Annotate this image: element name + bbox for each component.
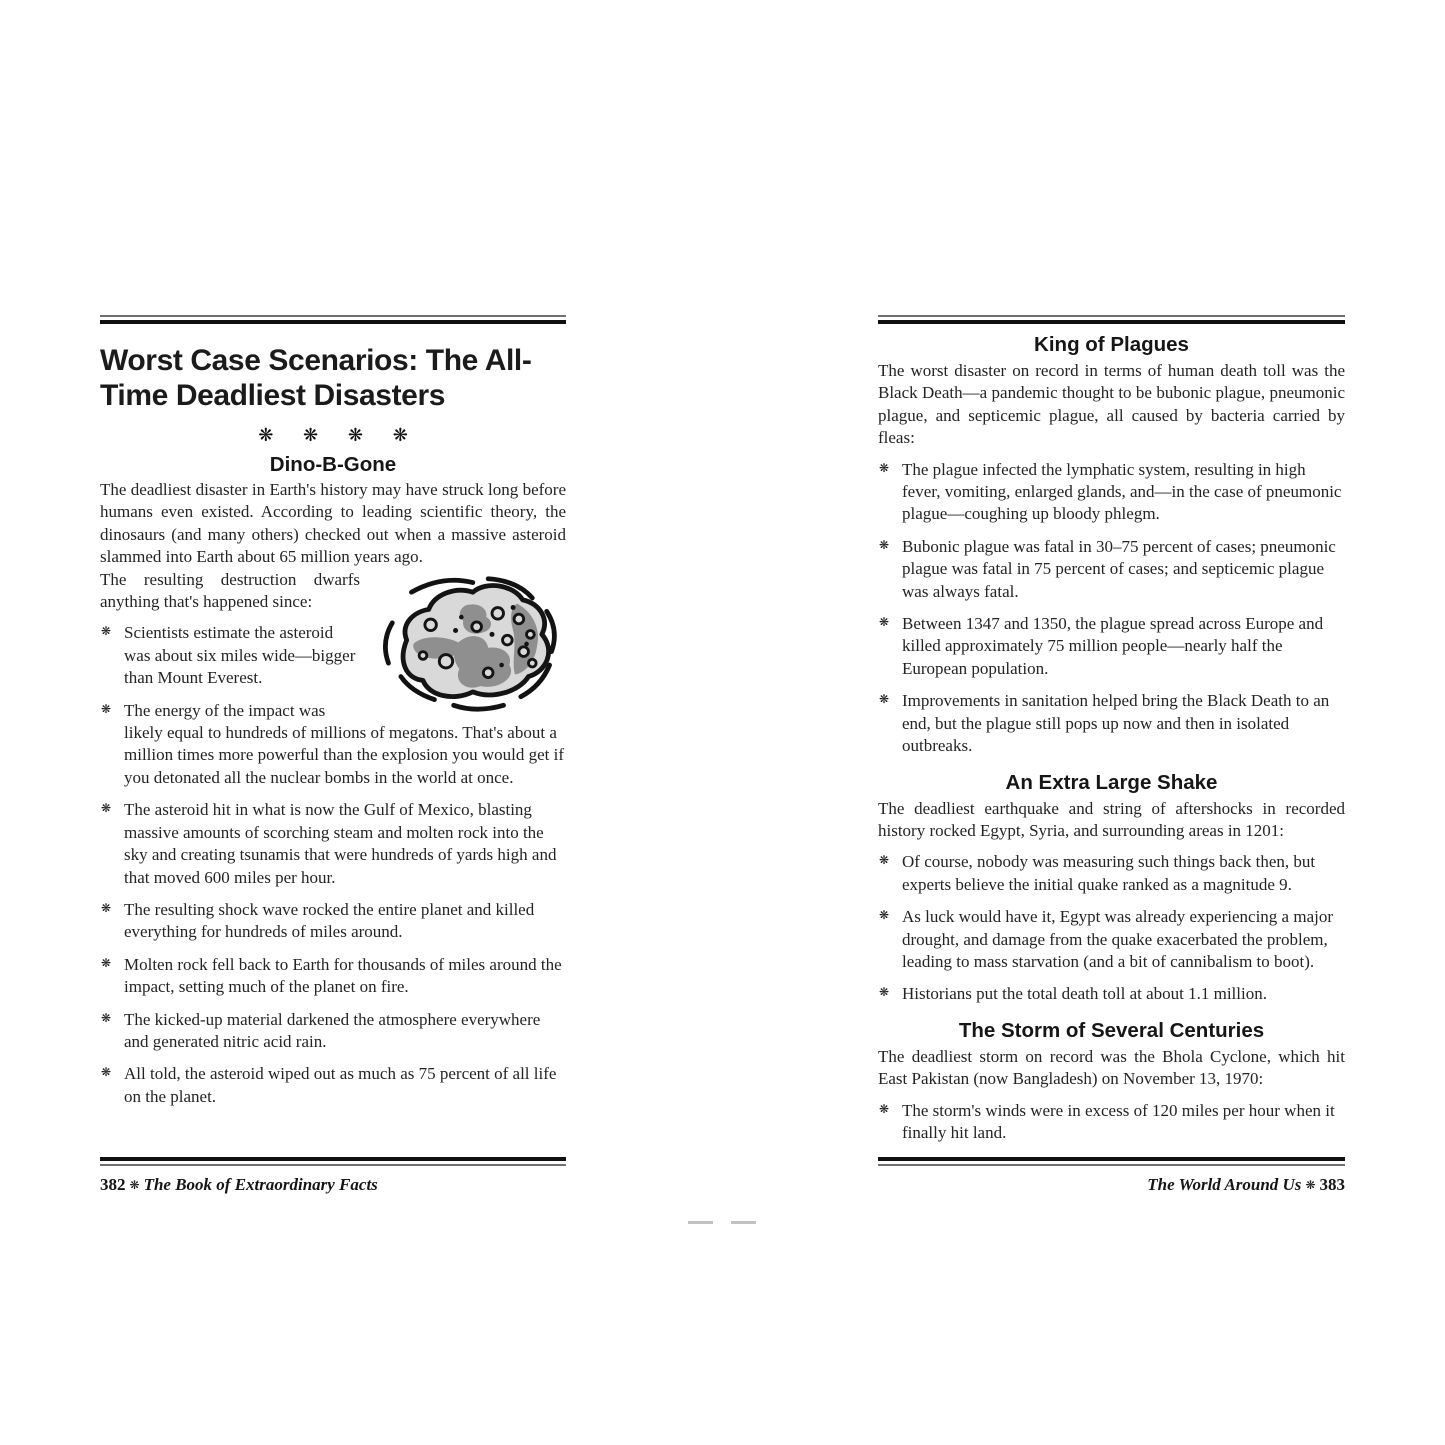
fact-text: The energy of the impact was likely equal to hundreds of millions of megatons. That's about a million times more powerful than the explosion you would get if you detonated all the nuclear bombs in the world at once. — [124, 700, 565, 787]
asterisk-bullet-icon: ❋ — [879, 460, 890, 475]
asterisk-bullet-icon: ❋ — [879, 985, 890, 1000]
plague-fact-list — [878, 459, 1345, 758]
fact-text: The storm's winds were in excess of 120 miles per hour when it finally hit land. — [902, 1100, 1335, 1142]
section-intro: The deadliest earthquake and string of aftershocks in recorded history rocked Egypt, Syria, and surrounding areas in 1201: — [878, 798, 1345, 840]
asterisk-bullet-icon: ❋ — [879, 615, 890, 630]
left-footer-line — [100, 1175, 566, 1195]
fact-item — [878, 906, 1345, 973]
fact-text: Bubonic plague was fatal in 30–75 percent of cases; pneumonic plague was fatal in 75 percent of cases; and septicemic plague was always fatal. — [902, 536, 1336, 601]
asterisk-bullet-icon: ❋ — [879, 908, 890, 923]
asterisk-ornament-icon: ❋ — [258, 425, 274, 446]
section-heading-king-of-plagues: King of Plagues — [1034, 333, 1189, 356]
page-number: 382 — [100, 1175, 126, 1194]
chapter-title: Worst Case Scenarios: The All-Time Deadliest Disasters — [100, 344, 532, 412]
fact-item — [878, 1100, 1345, 1145]
dino-intro-paragraph: The deadliest disaster in Earth's history may have struck long before humans even existed. According to leading scientific theory, the dinosaurs (and many others) checked out when a massive asteroid slammed into Earth about 65 million years ago. — [100, 480, 566, 567]
asterisk-ornament-icon: ❋ — [1305, 1178, 1316, 1192]
bottom-double-rule-right — [878, 1157, 1345, 1166]
asterisk-bullet-icon: ❋ — [101, 701, 112, 716]
left-page — [100, 315, 566, 1194]
bottom-double-rule-left — [100, 1157, 566, 1166]
asterisk-bullet-icon: ❋ — [101, 624, 112, 639]
fact-text: The asteroid hit in what is now the Gulf of Mexico, blasting massive amounts of scorching steam and molten rock into the sky and creating tsunamis that were hundreds of yards high and that moved 600 miles per hour. — [124, 800, 557, 887]
fact-item — [878, 536, 1345, 603]
fact-text: The resulting shock wave rocked the entire planet and killed everything for hundreds of miles around. — [124, 899, 535, 942]
asterisk-bullet-icon: ❋ — [879, 537, 890, 552]
asterisk-ornament-icon: ❋ — [392, 425, 408, 446]
asterisk-ornament-icon: ❋ — [347, 425, 363, 446]
fact-item — [878, 851, 1345, 896]
fact-item — [100, 954, 566, 999]
earthquake-fact-list — [878, 851, 1345, 1005]
fact-text: Scientists estimate the asteroid was about six miles wide—bigger than Mount Everest. — [124, 623, 356, 688]
fact-item — [878, 459, 1345, 526]
right-page-footer — [878, 1157, 1345, 1195]
fact-item — [100, 799, 566, 889]
asterisk-bullet-icon: ❋ — [101, 955, 112, 970]
fact-item — [100, 1009, 566, 1054]
fact-text: The kicked-up material darkened the atmosphere everywhere and generated nitric acid rain. — [124, 1009, 541, 1051]
asterisk-bullet-icon: ❋ — [101, 1065, 112, 1080]
fact-item — [100, 1063, 566, 1108]
fact-text: As luck would have it, Egypt was already experiencing a major drought, and damage from the quake exacerbated the problem, leading to mass starvation (and a bit of cannibalism to boot). — [902, 907, 1334, 971]
fact-item — [878, 613, 1345, 680]
fact-text: Historians put the total death toll at about 1.1 million. — [902, 984, 1267, 1004]
fold-mark — [731, 1221, 756, 1224]
asterisk-ornament-icon: ❋ — [303, 425, 319, 446]
asterisk-bullet-icon: ❋ — [879, 692, 890, 707]
section-intro: The deadliest storm on record was the Bhola Cyclone, which hit East Pakistan (now Bangladesh) on November 13, 1970: — [878, 1046, 1345, 1089]
dino-intro-paragraph-2: The resulting destruction dwarfs anything that's happened since: — [100, 569, 360, 612]
fact-item — [100, 700, 566, 790]
right-page — [878, 315, 1345, 1194]
fact-text: Improvements in sanitation helped bring the Black Death to an end, but the plague still pops up now and then in isolated outbreaks. — [902, 691, 1330, 756]
section-heading-dino-b-gone: Dino-B-Gone — [269, 453, 397, 476]
fact-item — [878, 690, 1345, 757]
asterisk-bullet-icon: ❋ — [101, 1010, 112, 1025]
top-double-rule-right — [878, 315, 1345, 324]
ornament-row — [100, 425, 566, 446]
fold-mark — [688, 1221, 713, 1224]
section-intro: The worst disaster on record in terms of human death toll was the Black Death—a pandemic thought to be bubonic plague, pneumonic plague, and septicemic plague, all caused by bacteria carried by fleas: — [878, 361, 1345, 448]
fact-text: The plague infected the lymphatic system, resulting in high fever, vomiting, enlarged glands, and—in the case of pneumonic plague—coughing up bloody phlegm. — [902, 459, 1342, 524]
fact-text: Molten rock fell back to Earth for thousands of miles around the impact, setting much of the planet on fire. — [124, 954, 562, 997]
fact-text: All told, the asteroid wiped out as much as 75 percent of all life on the planet. — [124, 1064, 557, 1106]
page-number: 383 — [1319, 1175, 1345, 1194]
section-heading-extra-large-shake: An Extra Large Shake — [1005, 770, 1218, 794]
asterisk-bullet-icon: ❋ — [101, 900, 112, 915]
fact-text: Between 1347 and 1350, the plague spread across Europe and killed approximately 75 million people—nearly half the European population. — [902, 614, 1324, 678]
chapter-running-title: The World Around Us — [1147, 1175, 1302, 1194]
left-page-footer — [100, 1157, 566, 1195]
asterisk-bullet-icon: ❋ — [879, 853, 890, 868]
asterisk-ornament-icon: ❋ — [129, 1178, 140, 1192]
asterisk-bullet-icon: ❋ — [879, 1101, 890, 1116]
fact-text: Of course, nobody was measuring such things back then, but experts believe the initial quake ranked as a magnitude 9. — [902, 852, 1316, 894]
fact-item — [878, 983, 1345, 1005]
cyclone-fact-list — [878, 1100, 1345, 1145]
fact-item — [100, 899, 566, 944]
fact-item — [100, 622, 566, 689]
top-double-rule-left — [100, 315, 566, 324]
right-footer-line — [878, 1175, 1345, 1195]
asterisk-bullet-icon: ❋ — [101, 801, 112, 816]
section-heading-storm-of-centuries: The Storm of Several Centuries — [958, 1018, 1265, 1042]
book-title: The Book of Extraordinary Facts — [143, 1175, 378, 1194]
